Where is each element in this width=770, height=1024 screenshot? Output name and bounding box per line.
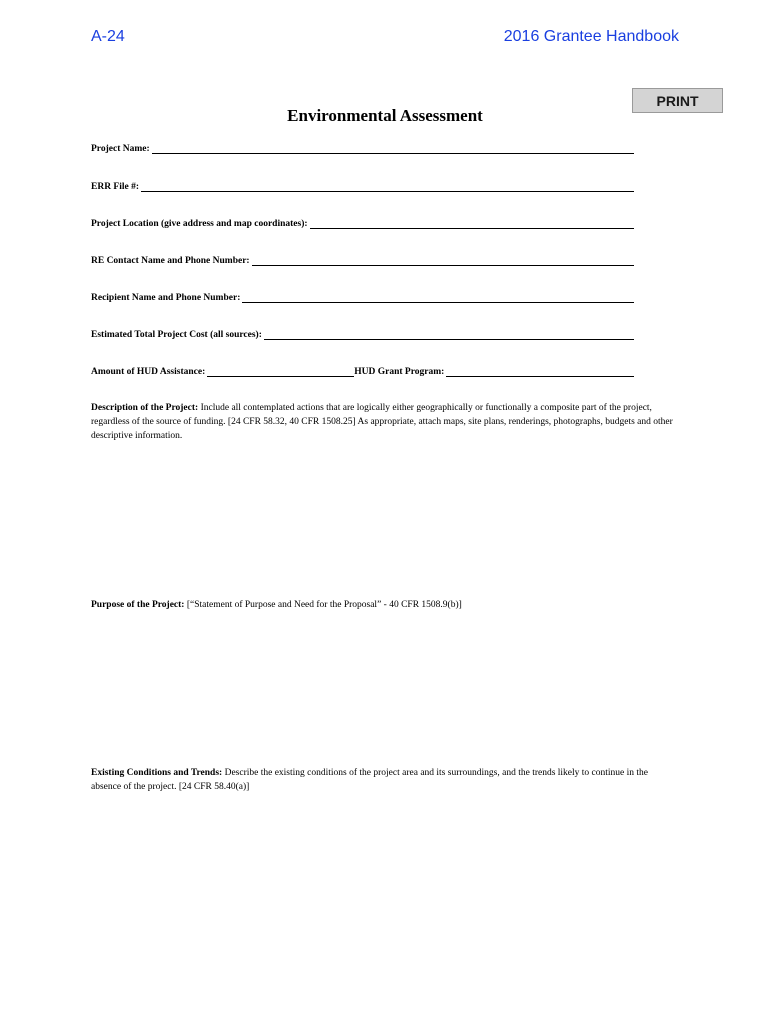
project-name-row — [91, 144, 634, 154]
existing-conditions-text — [91, 766, 676, 794]
re-contact-row — [91, 256, 634, 266]
description-input-area[interactable] — [91, 443, 676, 593]
hud-assistance-field[interactable] — [207, 368, 354, 377]
existing-conditions-input-area[interactable] — [91, 794, 676, 984]
purpose-input-area[interactable] — [91, 612, 676, 762]
print-button[interactable]: PRINT — [632, 88, 723, 113]
re-contact-label: RE Contact Name and Phone Number: — [91, 256, 250, 266]
total-cost-row — [91, 330, 634, 340]
description-heading: Description of the Project: — [91, 403, 199, 413]
page-number: A-24 — [91, 28, 125, 45]
re-contact-field[interactable] — [252, 257, 634, 266]
existing-conditions-section — [91, 766, 676, 984]
project-location-field[interactable] — [310, 220, 634, 229]
existing-conditions-body: Describe the existing conditions of the project area and its surroundings, and the trends likely to continue in the absence of the project. [24 CFR 58.40(a)] — [91, 768, 649, 792]
purpose-section — [91, 598, 676, 762]
existing-conditions-heading: Existing Conditions and Trends: — [91, 768, 223, 778]
hud-row — [91, 367, 634, 377]
description-body: Include all contemplated actions that are logically either geographically or functionally a composite part of the project, regardless of the source of funding. [24 CFR 58.32, 40 CFR 1508.25] As appropriate, attach maps, site plans, renderings, photographs, budgets and other descriptive information. — [91, 403, 673, 441]
description-text — [91, 401, 676, 443]
project-location-row — [91, 219, 634, 229]
description-section — [91, 401, 676, 593]
recipient-label: Recipient Name and Phone Number: — [91, 293, 241, 303]
err-file-row — [91, 182, 634, 192]
project-name-field[interactable] — [152, 145, 634, 154]
hud-grant-program-label: HUD Grant Program: — [354, 367, 445, 377]
form-title: Environmental Assessment — [287, 106, 483, 125]
purpose-text — [91, 598, 676, 612]
hud-grant-program-field[interactable] — [446, 368, 634, 377]
project-name-label: Project Name: — [91, 144, 150, 154]
err-file-field[interactable] — [141, 183, 634, 192]
recipient-row — [91, 293, 634, 303]
handbook-title: 2016 Grantee Handbook — [503, 28, 679, 45]
purpose-heading: Purpose of the Project: — [91, 600, 185, 610]
project-location-label: Project Location (give address and map coordinates): — [91, 219, 308, 229]
hud-assistance-label: Amount of HUD Assistance: — [91, 367, 206, 377]
purpose-body: [“Statement of Purpose and Need for the Proposal” - 40 CFR 1508.9(b)] — [184, 600, 462, 610]
err-file-label: ERR File #: — [91, 182, 140, 192]
recipient-field[interactable] — [242, 294, 634, 303]
total-cost-field[interactable] — [264, 331, 634, 340]
total-cost-label: Estimated Total Project Cost (all sources): — [91, 330, 262, 340]
